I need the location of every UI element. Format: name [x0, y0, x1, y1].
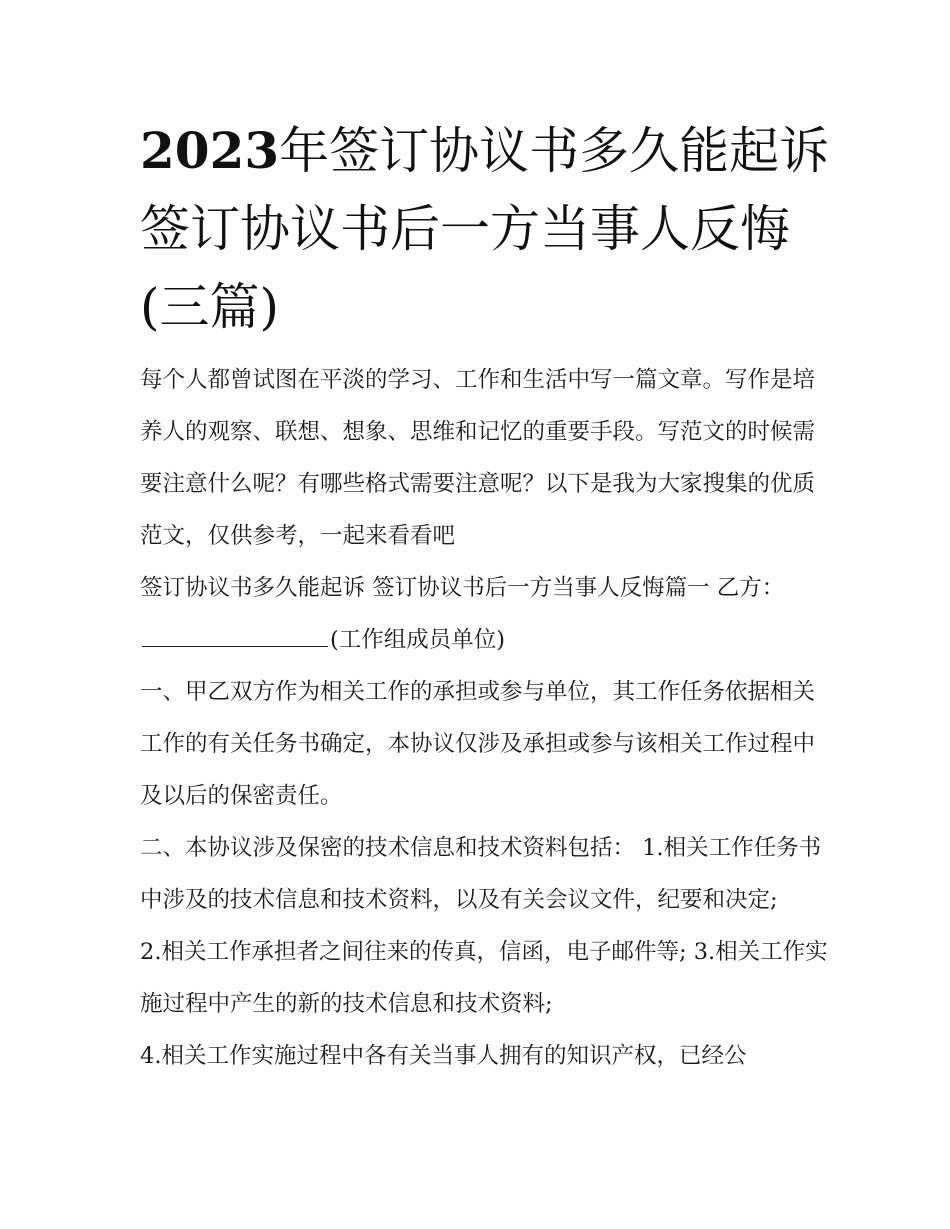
title-year: 2023 [140, 121, 280, 180]
document-body [140, 354, 830, 1082]
title-text: 年签订协议书多久能起诉签订协议书后一方当事人反悔(三篇) [140, 122, 830, 336]
clause-1-paragraph: 一、甲乙双方作为相关工作的承担或参与单位，其工作任务依据相关工作的有关任务书确定，本协议仅涉及承担或参与该相关工作过程中及以后的保密责任。 [140, 679, 816, 809]
document-title [140, 112, 830, 346]
party-b-blank-line [142, 624, 328, 647]
intro-paragraph: 每个人都曾试图在平淡的学习、工作和生活中写一篇文章。写作是培养人的观察、联想、想象、思维和记忆的重要手段。写范文的时候需要注意什么呢？有哪些格式需要注意呢？以下是我为大家搜集的优质范文，仅供参考，一起来看看吧 [140, 367, 816, 549]
section-heading: 签订协议书多久能起诉 签订协议书后一方当事人反悔篇一 乙方： [140, 575, 785, 601]
clause-2-items-paragraph: 2.相关工作承担者之间往来的传真，信函，电子邮件等; 3.相关工作实施过程中产生的新的技术信息和技术资料; [140, 939, 828, 1017]
section-heading-paragraph [140, 562, 830, 666]
party-b-note: (工作组成员单位) [330, 627, 506, 653]
clause-2-paragraph: 二、本协议涉及保密的技术信息和技术资料包括： 1.相关工作任务书中涉及的技术信息和技术资料，以及有关会议文件，纪要和决定; [140, 835, 822, 913]
clause-2-item4-paragraph: 4.相关工作实施过程中各有关当事人拥有的知识产权，已经公 [140, 1043, 747, 1069]
